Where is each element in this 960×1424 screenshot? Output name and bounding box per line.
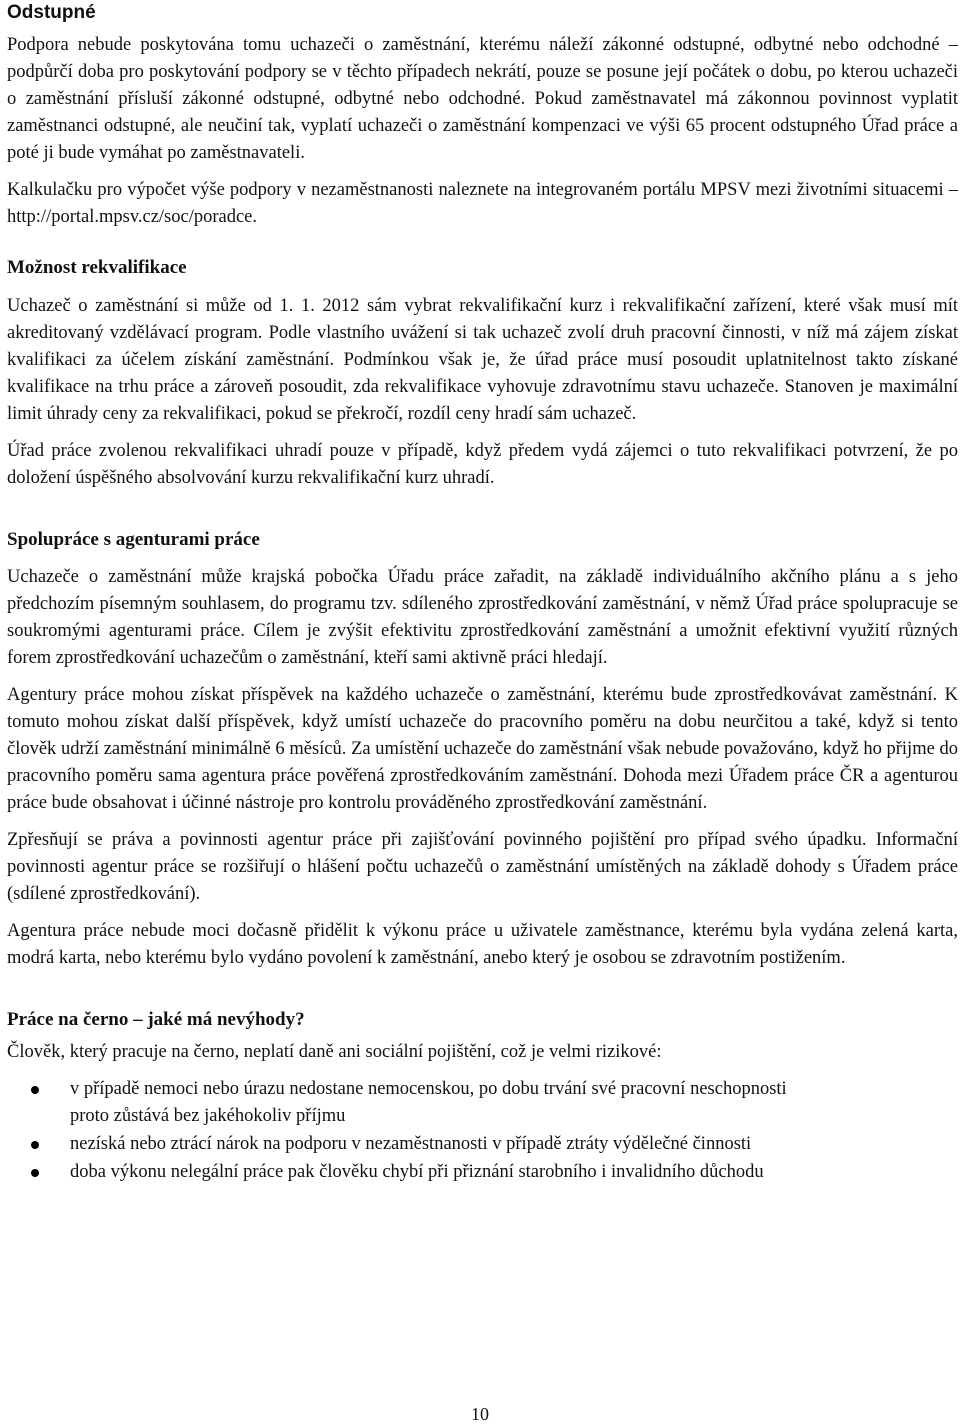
paragraph-agentury-3: Zpřesňují se práva a povinnosti agentur práce při zajišťování povinného pojištění pro případ svého úpadku. Informační povinnosti agentur práce se rozšiřují o hlášení počtu uchazečů o zaměstnání umístěných na základě dohody s Úřadem práce (sdílené zprostředkování).	[7, 830, 958, 904]
bullet-icon	[31, 1086, 39, 1094]
paragraph-rekvalifikace-2: Úřad práce zvolenou rekvalifikaci uhradí pouze v případě, když předem vydá zájemci o tuto rekvalifikaci potvrzení, že po doložení úspěšného absolvování kurzu rekvalifikační kurz uhradí.	[7, 441, 958, 488]
paragraph-odstupne-1: Podpora nebude poskytována tomu uchazeči o zaměstnání, kterému náleží zákonné odstupné, odbytné nebo odchodné – podpůrčí doba pro poskytování podpory se v těchto případech nekrátí, pouze se posune její počátek o dobu, po kterou uchazeči o zaměstnání přísluší zákonné odstupné, odbytné nebo odchodné. Pokud zaměstnavatel má zákonnou povinnost vyplatit zaměstnanci odstupné, ale neučiní tak, vyplatí uchazeči o zaměstnání kompenzaci ve výši 65 procent odstupného Úřad práce a poté ji bude vymáhat po zaměstnavateli.	[7, 35, 958, 163]
document-page	[7, 0, 958, 1186]
paragraph-agentury-1: Uchazeče o zaměstnání může krajská pobočka Úřadu práce zařadit, na základě individuálního akčního plánu a s jeho předchozím písemným souhlasem, do programu tzv. sdíleného zprostředkování zaměstnání, v němž Úřad práce spolupracuje se soukromými agenturami práce. Cílem je zvýšit efektivitu zprostředkování zaměstnání a umožnit efektivní využití různých forem zprostředkování uchazečům o zaměstnání, kteří sami aktivně práci hledají.	[7, 567, 958, 668]
paragraph-agentury-2: Agentury práce mohou získat příspěvek na každého uchazeče o zaměstnání, kterému bude zprostředkovávat zaměstnání. K tomuto mohou získat další příspěvek, když umístí uchazeče do pracovního poměru na dobu neurčitou a také, když si tento člověk udrží zaměstnání minimálně 6 měsíců. Za umístění uchazeče do zaměstnání však nebude považováno, když ho přijme do pracovního poměru sama agentura práce pověřená zprostředkováním zaměstnání. Dohoda mezi Úřadem práce ČR a agenturou práce bude obsahovat i účinné nástroje pro kontrolu prováděného zprostředkování zaměstnání.	[7, 685, 958, 813]
paragraph-agentury-4: Agentura práce nebude moci dočasně přidělit k výkonu práce u uživatele zaměstnance, kterému byla vydána zelená karta, modrá karta, nebo kterému bylo vydáno povolení k zaměstnání, anebo který je osobou se zdravotním postižením.	[7, 921, 958, 968]
list-cerno-disadvantages	[7, 1076, 958, 1186]
page-number: 10	[471, 1404, 489, 1424]
list-item-text: doba výkonu nelegální práce pak člověku chybí při přiznání starobního i invalidního důchodu	[70, 1162, 764, 1182]
paragraph-odstupne-2: Kalkulačku pro výpočet výše podpory v nezaměstnanosti naleznete na integrovaném portálu MPSV mezi životními situacemi – http://portal.mpsv.cz/soc/poradce.	[7, 180, 958, 227]
heading-odstupne: Odstupné	[7, 2, 96, 23]
list-item	[7, 1159, 830, 1186]
list-item-text: v případě nemoci nebo úrazu nedostane nemocenskou, po dobu trvání své pracovní neschopnosti proto zůstává bez jakéhokoliv příjmu	[70, 1079, 787, 1126]
list-item	[7, 1076, 830, 1130]
bullet-icon	[31, 1169, 39, 1177]
heading-rekvalifikace: Možnost rekvalifikace	[7, 257, 187, 278]
bullet-icon	[31, 1141, 39, 1149]
list-item-text: nezíská nebo ztrácí nárok na podporu v nezaměstnanosti v případě ztráty výdělečné činnosti	[70, 1134, 752, 1154]
list-item	[7, 1131, 830, 1158]
paragraph-rekvalifikace-1: Uchazeč o zaměstnání si může od 1. 1. 2012 sám vybrat rekvalifikační kurz i rekvalifikační zařízení, které však musí mít akreditovaný vzdělávací program. Podle vlastního uvážení si tak uchazeč zvolí druh pracovní činnosti, v níž má zájem získat kvalifikaci za účelem získání zaměstnání. Podmínkou však je, že úřad práce musí posoudit uplatnitelnost takto získané kvalifikace na trhu práce a zároveň posoudit, zda rekvalifikace vyhovuje zdravotnímu stavu uchazeče. Stanoven je maximální limit úhrady ceny za rekvalifikaci, pokud se překročí, rozdíl ceny hradí sám uchazeč.	[7, 296, 958, 424]
heading-cerno: Práce na černo – jaké má nevýhody?	[7, 1009, 305, 1030]
heading-agentury: Spolupráce s agenturami práce	[7, 529, 260, 550]
paragraph-cerno-intro: Člověk, který pracuje na černo, neplatí daně ani sociální pojištění, což je velmi rizikové:	[7, 1042, 662, 1062]
